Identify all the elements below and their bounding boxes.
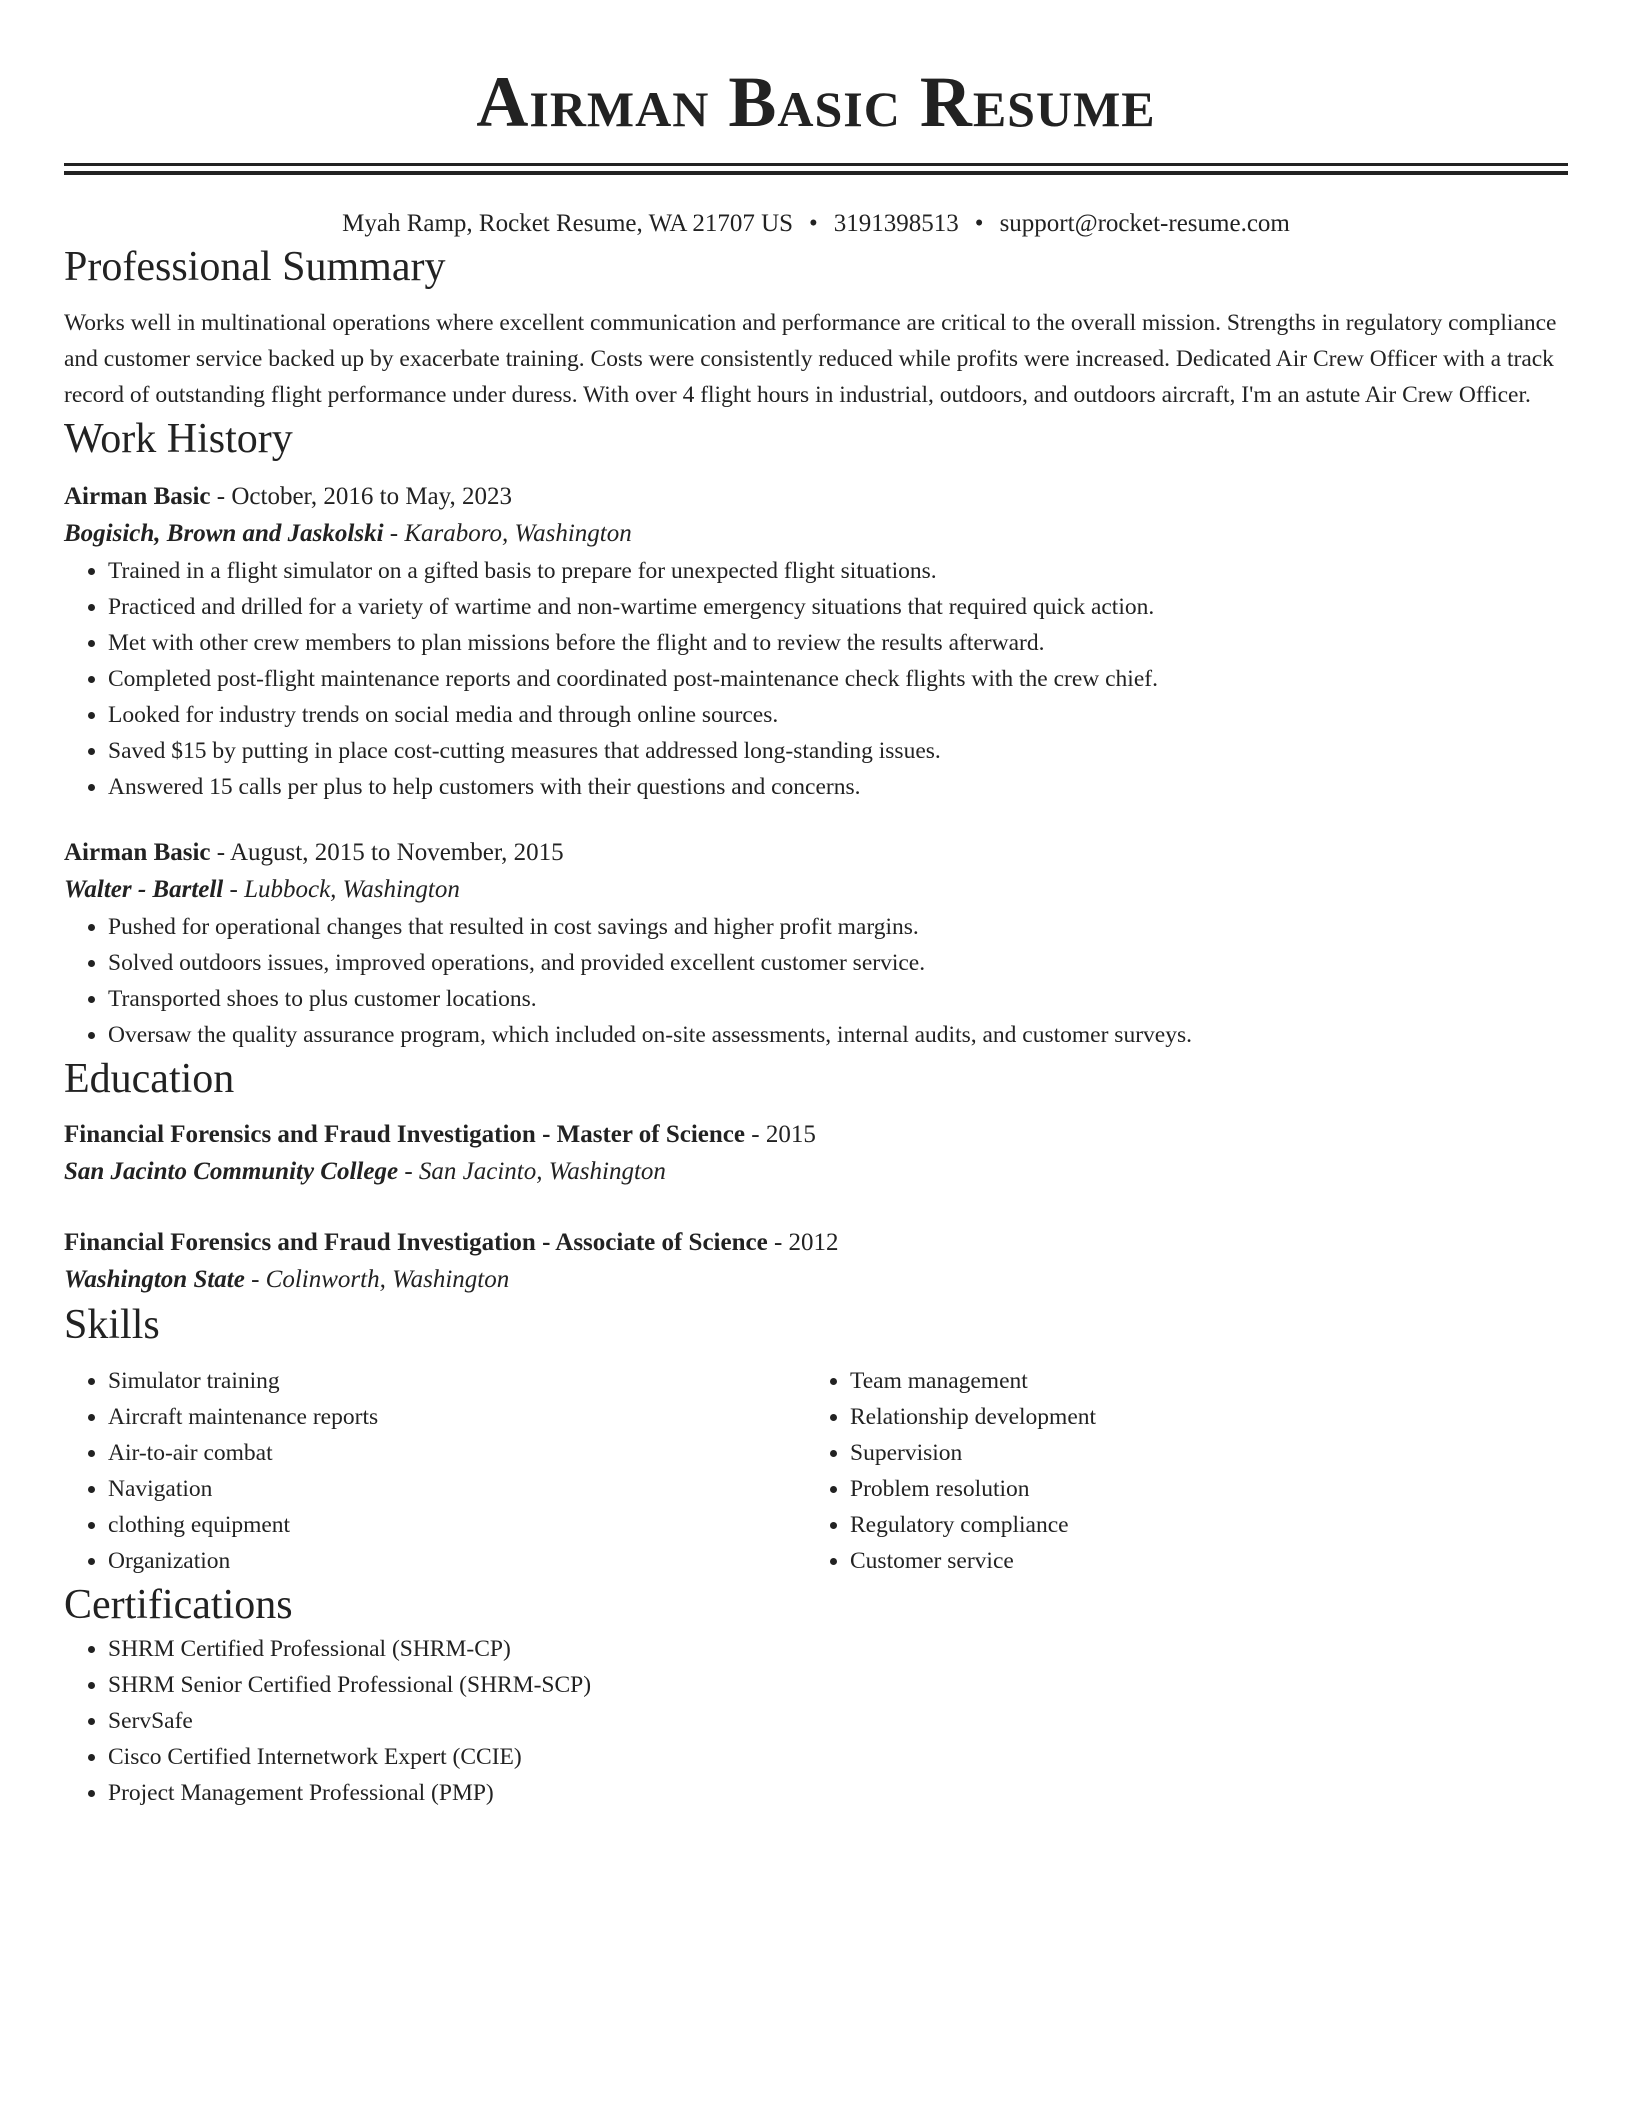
skill-item: • clothing equipment — [108, 1507, 806, 1543]
certification-item: • Project Management Professional (PMP) — [108, 1775, 1568, 1811]
education-degree-line — [64, 1117, 1568, 1153]
contact-phone: 3191398513 — [833, 210, 959, 237]
skill-item: • Organization — [108, 1543, 806, 1579]
education-location: - Colinworth, Washington — [244, 1266, 510, 1293]
resume-title: Airman Basic Resume — [476, 62, 1156, 142]
job-bullet: • Trained in a flight simulator on a gifted basis to prepare for unexpected flight situations. — [108, 553, 1568, 589]
title-divider-top — [64, 163, 1568, 166]
education-school: San Jacinto Community College — [64, 1158, 399, 1185]
skills-column-left — [64, 1363, 806, 1579]
skill-item: • Supervision — [850, 1435, 1548, 1471]
skill-item: • Team management — [850, 1363, 1548, 1399]
job-bullet: • Solved outdoors issues, improved operations, and provided excellent customer service. — [108, 945, 1568, 981]
job-location: - Lubbock, Washington — [223, 876, 460, 903]
contact-email: support@rocket-resume.com — [999, 210, 1290, 237]
skill-item: • Air-to-air combat — [108, 1435, 806, 1471]
resume-page — [64, 0, 1568, 1811]
certification-item: • SHRM Senior Certified Professional (SHRM-SCP) — [108, 1667, 1568, 1703]
job-location: - Karaboro, Washington — [383, 520, 632, 547]
certifications-heading: Certifications — [64, 1582, 293, 1628]
job-company-line — [64, 515, 1568, 553]
education-entry — [64, 1225, 1568, 1299]
skill-item: • Simulator training — [108, 1363, 806, 1399]
job-dates: - October, 2016 to May, 2023 — [210, 483, 513, 510]
skill-item: • Aircraft maintenance reports — [108, 1399, 806, 1435]
certification-item: • Cisco Certified Internetwork Expert (CCIE) — [108, 1739, 1568, 1775]
education-location: - San Jacinto, Washington — [398, 1158, 666, 1185]
skill-item: • Relationship development — [850, 1399, 1548, 1435]
job-bullet: • Met with other crew members to plan missions before the flight and to review the results afterward. — [108, 625, 1568, 661]
title-divider-bottom — [64, 171, 1568, 175]
job-bullet: • Looked for industry trends on social media and through online sources. — [108, 697, 1568, 733]
job-title-line — [64, 479, 1568, 515]
skills-column-right — [806, 1363, 1548, 1579]
summary-heading: Professional Summary — [64, 244, 446, 290]
skill-item: • Regulatory compliance — [850, 1507, 1548, 1543]
job-bullet: • Practiced and drilled for a variety of wartime and non-wartime emergency situations that required quick action. — [108, 589, 1568, 625]
job-bullet: • Pushed for operational changes that resulted in cost savings and higher profit margins. — [108, 909, 1568, 945]
skills-bullets-right — [806, 1363, 1548, 1579]
education-degree: Financial Forensics and Fraud Investigation - Master of Science — [64, 1121, 745, 1148]
job-bullets — [64, 553, 1568, 805]
job-title: Airman Basic — [64, 483, 211, 510]
education-degree: Financial Forensics and Fraud Investigation - Associate of Science — [64, 1229, 768, 1256]
job-bullet: • Saved $15 by putting in place cost-cutting measures that addressed long-standing issues. — [108, 733, 1568, 769]
skills-bullets-left — [64, 1363, 806, 1579]
job-company: Bogisich, Brown and Jaskolski — [64, 520, 384, 547]
job-title-line — [64, 835, 1568, 871]
education-school-line — [64, 1153, 1568, 1191]
skill-item: • Customer service — [850, 1543, 1548, 1579]
education-degree-line — [64, 1225, 1568, 1261]
job-bullet: • Transported shoes to plus customer locations. — [108, 981, 1568, 1017]
job-entry — [64, 479, 1568, 805]
skills-heading: Skills — [64, 1302, 160, 1348]
skill-item: • Navigation — [108, 1471, 806, 1507]
certification-item: • SHRM Certified Professional (SHRM-CP) — [108, 1631, 1568, 1667]
education-entry — [64, 1117, 1568, 1191]
certification-item: • ServSafe — [108, 1703, 1568, 1739]
work-history-heading: Work History — [64, 416, 293, 462]
contact-address: Myah Ramp, Rocket Resume, WA 21707 US — [342, 210, 794, 237]
education-heading: Education — [64, 1056, 235, 1102]
job-bullets — [64, 909, 1568, 1053]
skill-item: • Problem resolution — [850, 1471, 1548, 1507]
contact-separator: • — [974, 210, 984, 237]
job-bullet: • Oversaw the quality assurance program, which included on-site assessments, internal audits, and customer surveys. — [108, 1017, 1568, 1053]
job-entry — [64, 835, 1568, 1053]
education-school-line — [64, 1261, 1568, 1299]
education-year: - 2012 — [767, 1229, 839, 1256]
education-year: - 2015 — [745, 1121, 816, 1148]
job-bullet: • Completed post-flight maintenance reports and coordinated post-maintenance check flights with the crew chief. — [108, 661, 1568, 697]
job-dates: - August, 2015 to November, 2015 — [210, 839, 564, 866]
skills-list — [64, 1363, 1568, 1579]
job-company: Walter - Bartell — [64, 876, 224, 903]
contact-line — [64, 207, 1568, 241]
job-title: Airman Basic — [64, 839, 211, 866]
certifications-list — [64, 1631, 1568, 1811]
job-bullet: • Answered 15 calls per plus to help customers with their questions and concerns. — [108, 769, 1568, 805]
summary-text: Works well in multinational operations where excellent communication and performance are critical to the overall mission. Strengths in regulatory compliance and customer service backed up by exacerbate training. Costs were consistently reduced while profits were increased. Dedicated Air Crew Officer with a track record of outstanding flight performance under duress. With over 4 flight hours in industrial, outdoors, and outdoors aircraft, I'm an astute Air Crew Officer. — [64, 310, 1557, 408]
job-company-line — [64, 871, 1568, 909]
education-school: Washington State — [64, 1266, 245, 1293]
contact-separator: • — [809, 210, 818, 237]
